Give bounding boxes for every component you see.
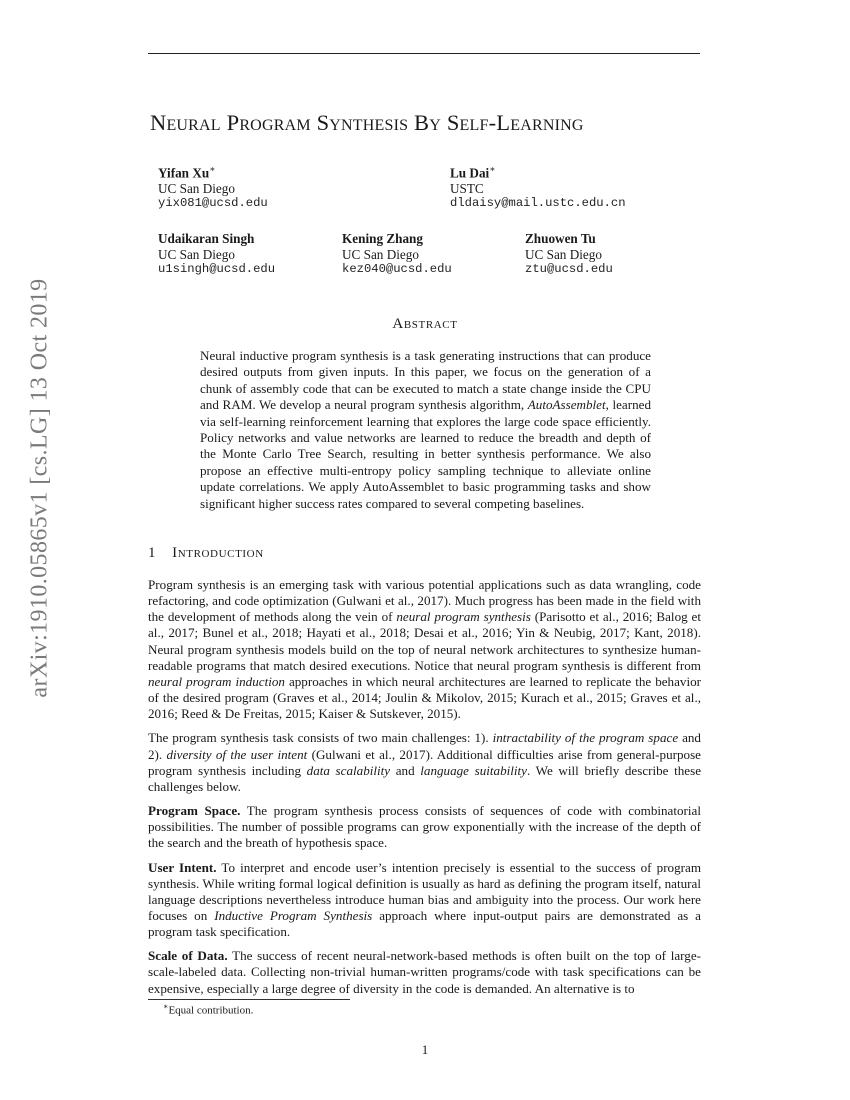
- section-heading: [148, 545, 264, 562]
- paragraph-lead: Scale of Data.: [148, 948, 228, 964]
- author-name: Kening Zhang: [342, 231, 423, 246]
- paragraph: The program synthesis task consists of two main challenges: 1). intractability of the program space and 2). diversity of the user intent (Gulwani et al., 2017). Additional difficulties arise from general-purpose program synthesis including data scalability and language suitability. We will briefly describe these challenges below.: [148, 730, 701, 794]
- abstract-text: Neural inductive program synthesis is a task generating instructions that can produce desired outputs from given inputs. In this paper, we focus on the generation of a chunk of assembly code that can be executed to match a state change inside the CPU and RAM. We develop a neural program synthesis algorithm, AutoAssemblet, learned via self-learning reinforcement learning that explores the large code space efficiently. Policy networks and value networks are learned to reduce the breadth and depth of the Monte Carlo Tree Search, resulting in better synthesis performance. We also propose an effective multi-entropy policy sampling technique to alleviate online update correlations. We apply AutoAssemblet to basic programming tasks and show significant higher success rates compared to several competing baselines.: [200, 348, 652, 511]
- page-number: 1: [421, 1042, 429, 1057]
- paragraph-lead: Program Space.: [148, 803, 241, 819]
- paragraph: Scale of Data. The success of recent neural-network-based methods is often built on the top of large-scale-labeled data. Collecting non-trivial human-written programs/code with task specifications can be expensive, especially a large degree of diversity in the code is demanded. An alternative is to: [148, 948, 702, 996]
- footnote-mark: ∗: [163, 1002, 169, 1011]
- equal-mark: ∗: [489, 164, 496, 174]
- paragraph: User Intent. To interpret and encode user’s intention precisely is essential to the success of program synthesis. While writing formal logical definition is usually as hard as defining the program itself, natural language descriptions nevertheless introduce human bias and ambiguity into the process. Our work here focuses on Inductive Program Synthesis approach where input-output pairs are demonstrated as a program task specification.: [148, 859, 701, 940]
- author-name: Udaikaran Singh: [158, 231, 255, 246]
- arxiv-stamp: arXiv:1910.05865v1 [cs.LG] 13 Oct 2019: [26, 278, 53, 698]
- author-block: [158, 231, 275, 278]
- body-text: [148, 577, 701, 1005]
- paragraph: Program synthesis is an emerging task with various potential applications such as data wrangling, code refactoring, and code optimization (Gulwani et al., 2017). Much progress has been made in the field with the development of methods along the vein of neural program synthesis (Parisotto et al., 2016; Balog et al., 2017; Bunel et al., 2018; Hayati et al., 2018; Desai et al., 2016; Yin & Neubig, 2017; Kant, 2018). Neural program synthesis models build on the top of neural network architectures to synthesize human-readable programs that match desired executions. Notice that neural program synthesis is different from neural program induction approaches in which neural architectures are learned to replicate the behavior of the desired program (Graves et al., 2014; Joulin & Mikolov, 2015; Kurach et al., 2015; Graves et al., 2016; Reed & De Freitas, 2015; Kaiser & Sutskever, 2015).: [148, 577, 702, 722]
- title-rule: [148, 53, 700, 54]
- author-affiliation: UC San Diego: [158, 246, 235, 262]
- author-email[interactable]: u1singh@ucsd.edu: [158, 262, 276, 276]
- abstract-heading: Abstract: [392, 316, 458, 332]
- author-affiliation: UC San Diego: [342, 246, 419, 262]
- paragraph: Program Space. The program synthesis process consists of sequences of code with combinatorial possibilities. The number of possible programs can grow exponentially with the increase of the depth of the search and the breath of hypothesis space.: [148, 803, 702, 851]
- author-block: [158, 162, 268, 212]
- paper-title: Neural Program Synthesis By Self-Learning: [150, 110, 584, 135]
- author-email[interactable]: dldaisy@mail.ustc.edu.cn: [450, 196, 626, 211]
- author-block: [525, 231, 613, 278]
- author-affiliation: UC San Diego: [525, 246, 602, 262]
- section-number: 1: [148, 545, 157, 561]
- author-name: Yifan Xu: [158, 165, 210, 181]
- footnote-rule: [148, 999, 350, 1000]
- paragraph-lead: User Intent.: [148, 859, 217, 875]
- author-block: [450, 162, 626, 212]
- author-affiliation: UC San Diego: [158, 180, 235, 196]
- author-block: [342, 231, 452, 278]
- author-name: Lu Dai: [450, 165, 490, 181]
- author-email[interactable]: ztu@ucsd.edu: [525, 262, 613, 276]
- author-affiliation: USTC: [450, 180, 484, 196]
- section-title: Introduction: [172, 545, 264, 561]
- author-name: Zhuowen Tu: [525, 231, 596, 246]
- equal-mark: ∗: [209, 164, 216, 174]
- footnote-text: Equal contribution.: [168, 1004, 254, 1017]
- footnote: [163, 1002, 253, 1017]
- author-email[interactable]: kez040@ucsd.edu: [342, 262, 452, 276]
- method-name: AutoAssemblet: [527, 397, 606, 413]
- author-email[interactable]: yix081@ucsd.edu: [158, 196, 268, 211]
